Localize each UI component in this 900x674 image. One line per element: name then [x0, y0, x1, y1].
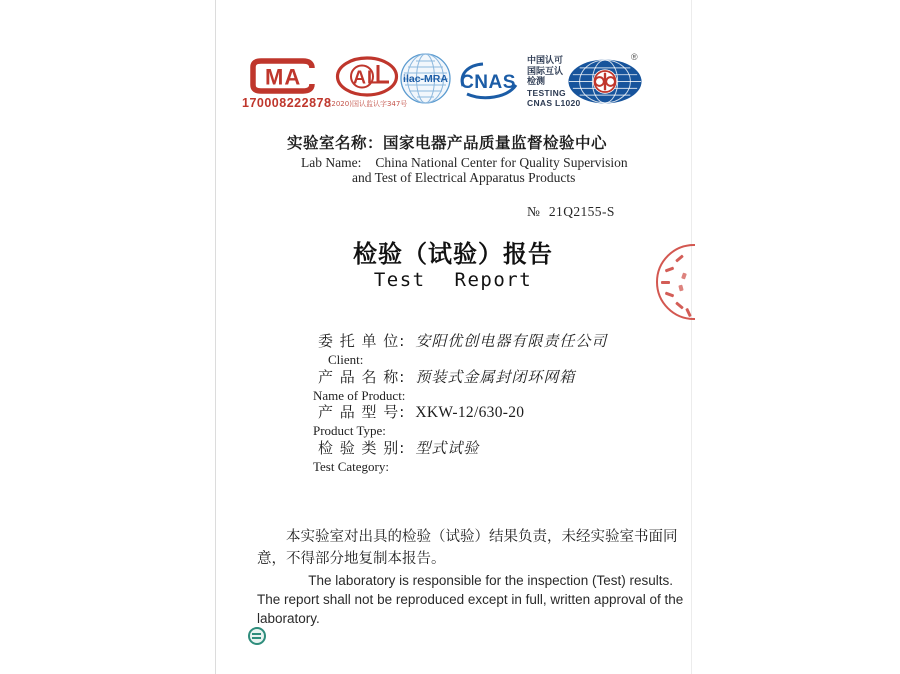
- lab-name-en-label: Lab Name:: [301, 155, 362, 170]
- seal-glyph-mark: [661, 281, 670, 284]
- cnas-logo: [455, 60, 521, 100]
- field-label-zh: 检 验 类 别:: [318, 439, 406, 457]
- lab-name-en-line1: [301, 155, 628, 171]
- field-label-en: Test Category:: [313, 459, 389, 474]
- page-left-edge: [215, 0, 216, 674]
- field-value: XKW-12/630-20: [415, 404, 525, 421]
- field-label-zh: 委 托 单 位:: [318, 332, 406, 350]
- report-number-prefix: №: [527, 204, 540, 219]
- field-client: [312, 330, 692, 368]
- field-label-zh: 产 品 名 称:: [318, 368, 406, 386]
- field-value: 预装式金属封闭环网箱: [415, 368, 576, 386]
- field-zh-line: [312, 366, 692, 387]
- small-teal-stamp: [248, 627, 266, 645]
- lab-name-en-line2: and Test of Electrical Apparatus Products: [352, 170, 576, 185]
- notice-zh: 本实验室对出具的检验（试验）结果负责，未经实验室书面同意，不得部分地复制本报告。: [257, 529, 678, 568]
- accred-line: 检测: [527, 77, 546, 87]
- report-title-en: Test Report: [373, 269, 533, 291]
- field-zh-line: [312, 437, 692, 458]
- field-test-category: [312, 437, 692, 475]
- cma-accreditation-logo: [248, 56, 326, 96]
- field-label-en: Name of Product:: [313, 388, 406, 403]
- accred-line: CNAS L1020: [527, 98, 581, 108]
- field-label-en: Product Type:: [313, 423, 386, 438]
- lab-name-zh: 实验室名称：国家电器产品质量监督检验中心: [287, 134, 608, 152]
- accred-line: TESTING: [527, 87, 566, 98]
- report-number-value: 21Q2155-S: [548, 204, 615, 219]
- cal-letters: AL: [353, 67, 379, 88]
- cal-caption: (2020)国认监认字347号: [328, 100, 408, 108]
- stamp-mark: [252, 637, 261, 639]
- ilac-mra-logo: [399, 52, 452, 105]
- accred-line: 国际互认: [527, 66, 564, 77]
- accred-line: 中国认可: [527, 56, 564, 66]
- field-value: 安阳优创电器有限责任公司: [415, 332, 608, 350]
- globe-certification-logo: [566, 58, 644, 105]
- lab-name-en-text: China National Center for Quality Supervision: [375, 155, 628, 170]
- cnas-letters: CNAS: [460, 72, 516, 93]
- field-product-type: [312, 401, 692, 439]
- cal-accreditation-logo: [334, 55, 400, 98]
- cma-letters: MA: [265, 64, 302, 90]
- field-zh-line: [312, 401, 692, 422]
- stamp-mark: [252, 633, 261, 635]
- notice-en: The laboratory is responsible for the inspection (Test) results. The report shall not be reproduced except in full, written approval of the laboratory.: [257, 573, 684, 627]
- report-title-zh: 检验（试验）报告: [353, 240, 553, 268]
- cma-certificate-number: 170008222878: [242, 96, 332, 110]
- red-official-seal: [655, 241, 695, 323]
- field-value: 型式试验: [415, 439, 480, 457]
- registered-trademark-mark: ®: [631, 52, 638, 62]
- report-number: [527, 204, 615, 220]
- field-zh-line: [312, 330, 692, 351]
- field-label-en: Client:: [328, 352, 364, 367]
- ilac-mra-label: ilac-MRA: [403, 73, 448, 85]
- field-label-zh: 产 品 型 号:: [318, 403, 406, 421]
- field-product-name: [312, 366, 692, 404]
